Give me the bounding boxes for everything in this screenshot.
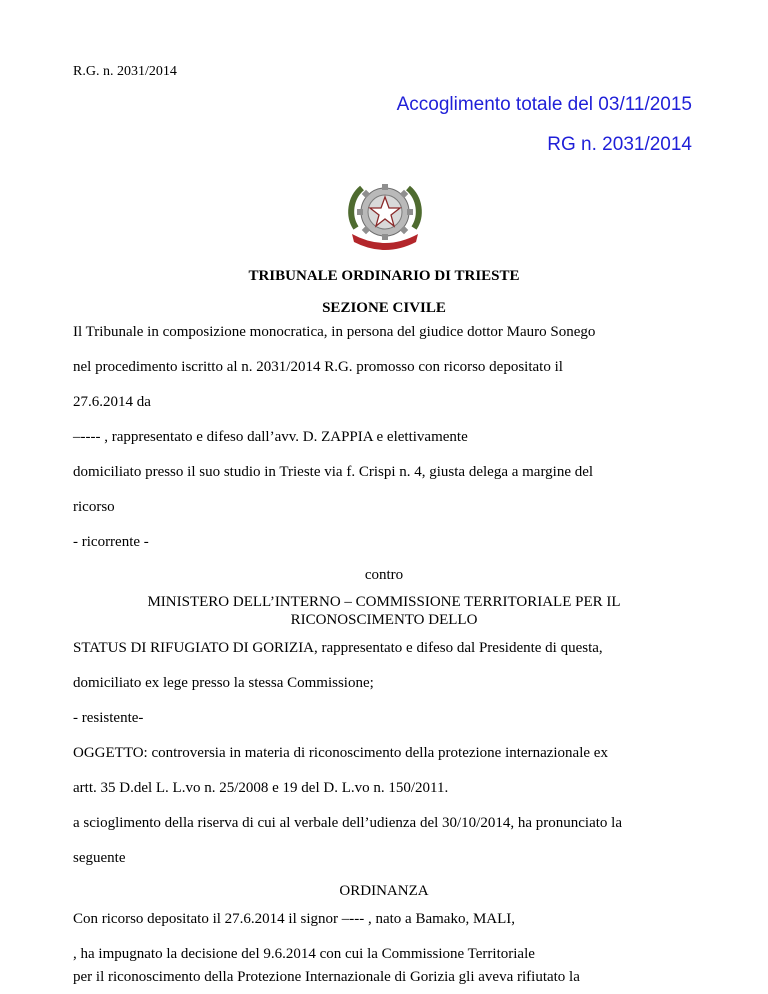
court-name: TRIBUNALE ORDINARIO DI TRIESTE <box>248 268 520 284</box>
body-line: artt. 35 D.del L. L.vo n. 25/2008 e 19 del D. L.vo n. 150/2011. <box>73 780 449 796</box>
ministry-line-2: RICONOSCIMENTO DELLO <box>290 612 478 628</box>
decision-stamp-line-1: Accoglimento totale del 03/11/2015 <box>396 94 692 115</box>
contro-label: contro <box>364 567 404 583</box>
body-line: seguente <box>73 850 126 866</box>
court-section: SEZIONE CIVILE <box>322 300 446 316</box>
body-line: Il Tribunale in composizione monocratica, in persona del giudice dottor Mauro Sonego <box>73 324 596 340</box>
body-line: –---- , rappresentato e difeso dall’avv. D. ZAPPIA e elettivamente <box>73 429 468 445</box>
body-line: 27.6.2014 da <box>73 394 151 410</box>
body-line: per il riconoscimento della Protezione Internazionale di Gorizia gli aveva rifiutato la <box>73 969 580 985</box>
case-number: R.G. n. 2031/2014 <box>73 64 177 79</box>
decision-stamp-line-2: RG n. 2031/2014 <box>547 134 692 155</box>
body-line: Con ricorso depositato il 27.6.2014 il signor –--- , nato a Bamako, MALI, <box>73 911 516 927</box>
body-line: a scioglimento della riserva di cui al verbale dell’udienza del 30/10/2014, ha pronunciato la <box>73 815 622 831</box>
body-line: - resistente- <box>73 710 144 726</box>
body-line: , ha impugnato la decisione del 9.6.2014 con cui la Commissione Territoriale <box>73 946 535 962</box>
italian-republic-emblem-icon <box>344 180 426 254</box>
body-line: OGGETTO: controversia in materia di riconoscimento della protezione internazionale ex <box>73 745 608 761</box>
body-line: nel procedimento iscritto al n. 2031/2014 R.G. promosso con ricorso depositato il <box>73 359 563 375</box>
ministry-line-1: MINISTERO DELL’INTERNO – COMMISSIONE TERRITORIALE PER IL <box>147 594 621 610</box>
body-line: ricorso <box>73 499 115 515</box>
body-line: STATUS DI RIFUGIATO DI GORIZIA, rappresentato e difeso dal Presidente di questa, <box>73 640 603 656</box>
body-line: domiciliato presso il suo studio in Trieste via f. Crispi n. 4, giusta delega a margine del <box>73 464 594 480</box>
ordinanza-heading: ORDINANZA <box>339 883 429 899</box>
body-line: - ricorrente - <box>73 534 149 550</box>
body-line: domiciliato ex lege presso la stessa Commissione; <box>73 675 374 691</box>
